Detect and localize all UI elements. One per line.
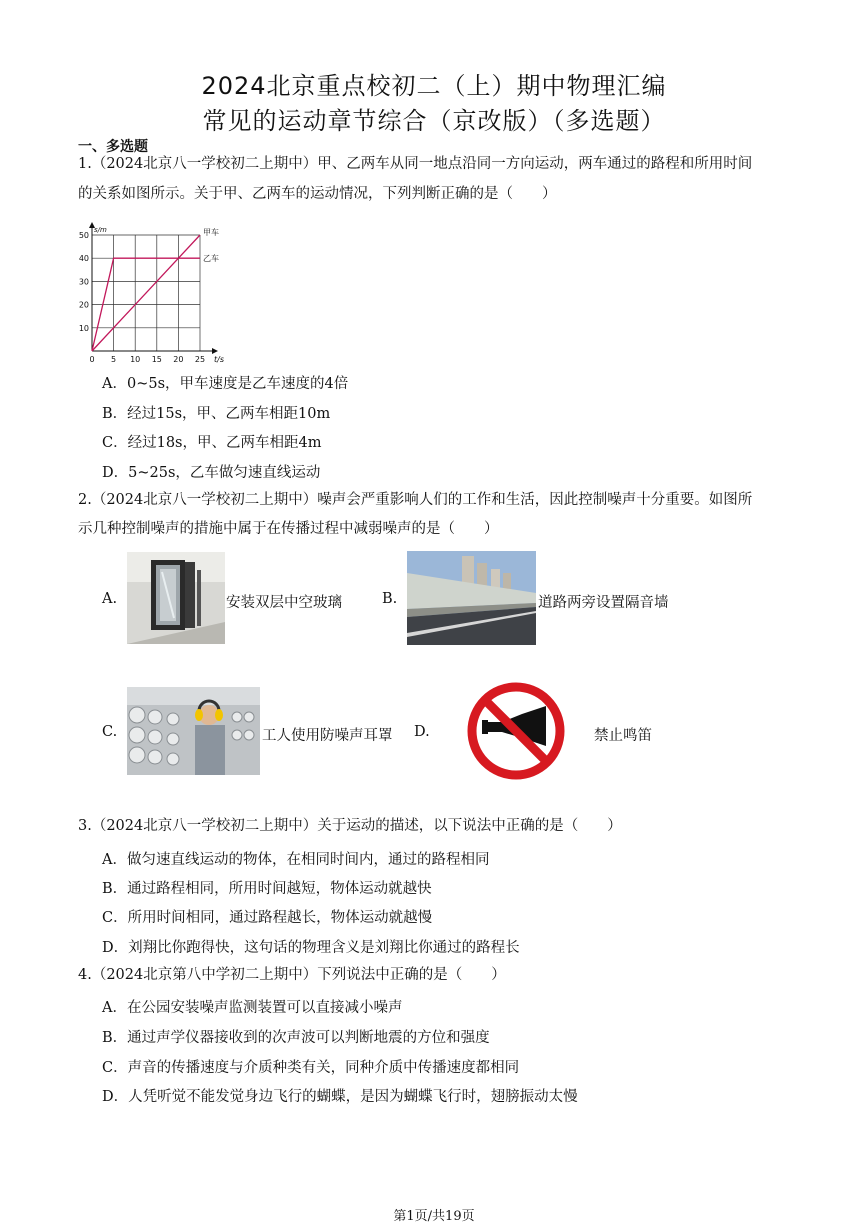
y-tick-label: 50	[78, 231, 89, 240]
q1-stem-line1: 1.（2024北京八一学校初二上期中）甲、乙两车从同一地点沿同一方向运动，两车通过的路程和所用时间	[78, 156, 753, 172]
q2-option-c-letter: C.	[102, 724, 118, 740]
series-line-1	[92, 235, 200, 351]
q3-option-a: A．做匀速直线运动的物体，在相同时间内，通过的路程相同	[102, 852, 490, 868]
worker-earmuffs-photo	[127, 687, 260, 775]
page-footer: 第1页/共19页	[393, 1209, 475, 1224]
x-tick-label: 15	[151, 355, 162, 364]
double-glazing-photo	[127, 552, 225, 644]
q2-option-d-letter: D.	[414, 724, 430, 740]
y-tick-label: 10	[78, 323, 89, 333]
no-horn-sign-icon	[462, 680, 570, 782]
x-tick-label: 0	[89, 355, 95, 364]
x-tick-label: 10	[130, 355, 141, 364]
q1-option-d: D．5~25s，乙车做匀速直线运动	[102, 465, 321, 481]
q2-option-b-label: 道路两旁设置隔音墙	[538, 595, 669, 611]
q2-option-a-label: 安装双层中空玻璃	[226, 595, 342, 611]
x-axis-arrow	[212, 348, 218, 354]
q4-option-a: A．在公园安装噪声监测装置可以直接减小噪声	[102, 1000, 403, 1016]
q3-option-c: C．所用时间相同，通过路程越长，物体运动就越慢	[102, 910, 433, 926]
q2-stem-line1: 2.（2024北京八一学校初二上期中）噪声会严重影响人们的工作和生活，因此控制噪声十分重要。如图所	[78, 492, 753, 508]
q2-option-c-label: 工人使用防噪声耳罩	[262, 728, 393, 744]
q1-st-graph	[78, 222, 228, 364]
y-tick-label: 20	[78, 300, 89, 310]
q4-option-d: D．人凭听觉不能发觉身边飞行的蝴蝶，是因为蝴蝶飞行时，翅膀振动太慢	[102, 1089, 578, 1105]
q3-option-b: B．通过路程相同，所用时间越短，物体运动就越快	[102, 881, 432, 897]
q3-option-d: D．刘翔比你跑得快，这句话的物理含义是刘翔比你通过的路程长	[102, 940, 520, 956]
q4-stem: 4.（2024北京第八中学初二上期中）下列说法中正确的是（ ）	[78, 967, 506, 983]
q4-option-b: B．通过声学仪器接收到的次声波可以判断地震的方位和强度	[102, 1030, 490, 1046]
q1-option-a: A．0~5s，甲车速度是乙车速度的4倍	[102, 376, 349, 392]
x-axis-label: t/s	[214, 355, 224, 364]
sound-barrier-photo	[407, 551, 536, 645]
q3-stem: 3.（2024北京八一学校初二上期中）关于运动的描述，以下说法中正确的是（ ）	[78, 818, 622, 834]
y-tick-label: 40	[78, 254, 89, 264]
document-title-line1: 2024北京重点校初二（上）期中物理汇编	[201, 72, 667, 100]
section-heading: 一、多选题	[78, 139, 148, 155]
x-tick-label: 25	[194, 355, 206, 364]
y-tick-label: 30	[78, 277, 89, 287]
q2-option-d-label: 禁止鸣笛	[594, 728, 652, 744]
q2-stem-line2: 示几种控制噪声的措施中属于在传播过程中减弱噪声的是（ ）	[78, 521, 499, 537]
y-axis-label: s/m	[94, 226, 107, 234]
x-tick-label: 5	[111, 355, 117, 364]
series-label-2: 乙车	[203, 254, 219, 264]
series-label-1: 甲车	[203, 228, 219, 237]
q2-option-a-letter: A.	[102, 591, 118, 607]
q1-option-c: C．经过18s，甲、乙两车相距4m	[102, 435, 322, 451]
q1-option-b: B．经过15s，甲、乙两车相距10m	[102, 406, 331, 422]
q4-option-c: C．声音的传播速度与介质种类有关，同种介质中传播速度都相同	[102, 1060, 520, 1076]
document-title-line2: 常见的运动章节综合（京改版）（多选题）	[202, 107, 666, 135]
q2-option-b-letter: B.	[382, 591, 398, 607]
q1-stem-line2: 的关系如图所示。关于甲、乙两车的运动情况，下列判断正确的是（ ）	[78, 186, 557, 202]
x-tick-label: 20	[173, 355, 184, 364]
